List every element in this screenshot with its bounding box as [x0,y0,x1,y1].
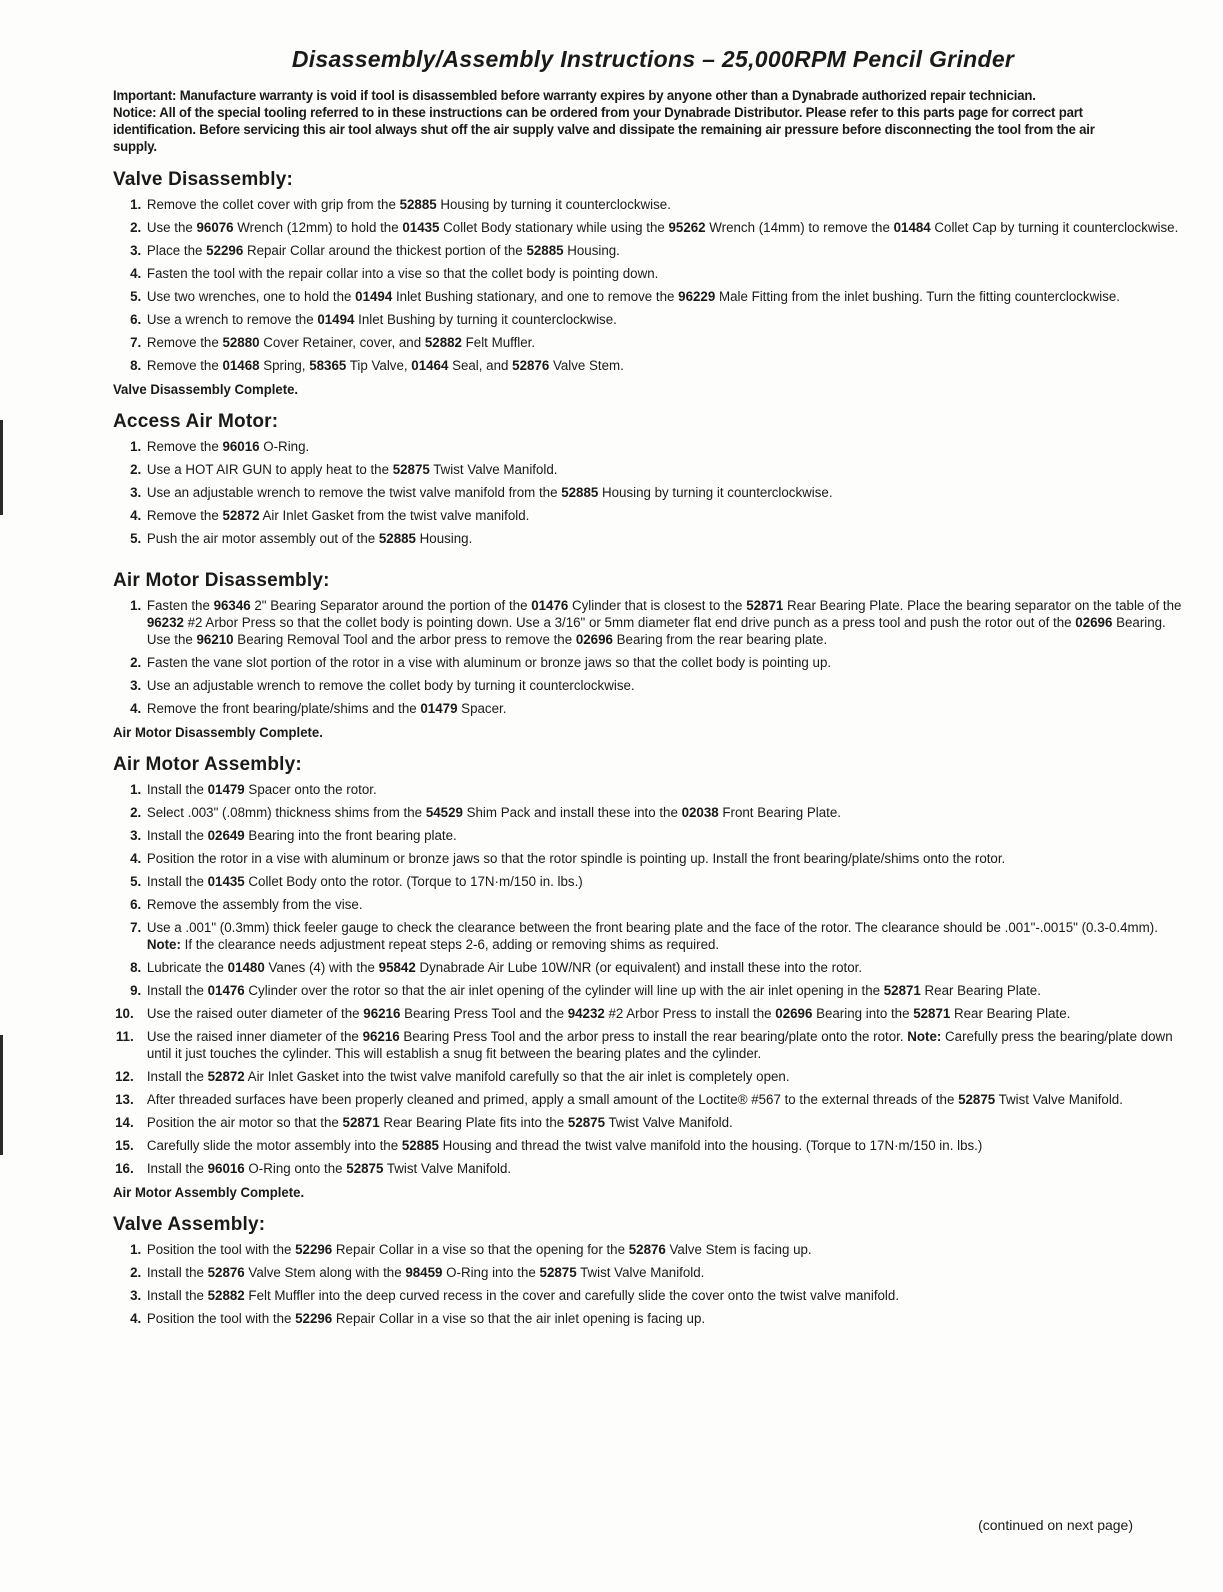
step-text: Install the 01476 Cylinder over the rotor so that the air inlet opening of the cylinder will line up with the air inlet opening in the 52871 Rear Bearing Plate. [146,983,1041,999]
step-text: Push the air motor assembly out of the 52885 Housing. [146,531,473,547]
step-list [113,782,1173,1178]
step-text: Install the 52882 Felt Muffler into the deep curved recess in the cover and carefully slide the cover onto the twist valve manifold. [146,1288,900,1304]
part-number: 52871 [342,1115,380,1131]
part-number: 52875 [567,1115,606,1131]
step-item [113,1006,1183,1023]
step-number: 3. [130,485,142,501]
part-number: 52296 [206,243,244,259]
part-number: 52871 [883,983,921,999]
step-item [113,1311,1183,1328]
part-number: 01476 [207,983,245,999]
step-number: 10. [115,1006,134,1022]
part-number: 01476 [531,598,569,614]
step-item [113,312,1183,329]
step-text: Use the raised inner diameter of the 96216 Bearing Press Tool and the arbor press to install the rear bearing/plate onto the rotor. Note: Carefully press the bearing/plate down until it just touches the cylinder. This will establish a snug fit between the bearing plates and the cylinder. [146,1029,1173,1062]
step-number: 1. [130,782,142,798]
step-number: 6. [130,312,142,328]
step-text: Remove the 01468 Spring, 58365 Tip Valve, 01464 Seal, and 52876 Valve Stem. [146,358,624,374]
step-item [113,439,1183,456]
part-number: 54529 [425,805,463,821]
part-number: 52885 [378,531,416,547]
part-number: 01435 [402,220,440,236]
part-number: 96346 [213,598,251,614]
step-text: Remove the 96016 O-Ring. [146,439,310,455]
step-item [113,335,1183,352]
step-number: 2. [130,462,142,478]
instruction-section [113,570,1182,740]
step-text: Remove the collet cover with grip from the 52885 Housing by turning it counterclockwise. [146,197,671,213]
step-number: 1. [130,439,142,455]
part-number: 96016 [222,439,260,455]
step-number: 9. [130,983,142,999]
step-item [113,358,1183,375]
step-text: Remove the 52880 Cover Retainer, cover, and 52882 Felt Muffler. [146,335,536,351]
part-number: 96216 [362,1029,400,1045]
step-number: 1. [130,197,142,213]
step-text: Use two wrenches, one to hold the 01494 Inlet Bushing stationary, and one to remove the 96229 Male Fitting from the inlet bushing. Turn the fitting counterclockwise. [146,289,1120,305]
step-number: 14. [115,1115,134,1131]
part-number: 52872 [222,508,260,524]
step-text: Use a .001" (0.3mm) thick feeler gauge to check the clearance between the front bearing plate and the face of the rotor. The clearance should be .001"-.0015" (0.3-0.4mm). Note: If the clearance needs adjustment repeat steps 2-6, adding or removing shims as required. [146,920,1158,953]
part-number: 52885 [561,485,599,501]
page-title: Disassembly/Assembly Instructions – 25,000RPM Pencil Grinder [291,46,1015,72]
step-number: 8. [130,358,142,374]
step-text: After threaded surfaces have been properly cleaned and primed, apply a small amount of the Loctite® #567 to the external threads of the 52875 Twist Valve Manifold. [146,1092,1123,1108]
part-number: 96016 [207,1161,245,1177]
step-item [113,983,1183,1000]
step-text: Install the 02649 Bearing into the front bearing plate. [146,828,457,844]
step-number: 13. [115,1092,134,1108]
step-text: Fasten the tool with the repair collar into a vise so that the collet body is pointing down. [146,266,659,282]
section-heading: Air Motor Assembly: [113,754,302,775]
part-number: 52875 [539,1265,577,1281]
step-number: 3. [130,243,142,259]
part-number: 52882 [207,1288,245,1304]
step-item [113,1161,1183,1178]
step-item [113,1265,1183,1282]
step-text: Place the 52296 Repair Collar around the thickest portion of the 52885 Housing. [146,243,620,259]
part-number: 52871 [746,598,784,614]
step-list [113,1242,1153,1328]
part-number: 95262 [668,220,706,236]
part-number: 96232 [146,615,184,631]
step-item [113,805,1183,822]
step-text: Install the 01479 Spacer onto the rotor. [146,782,377,798]
scan-edge-mark [0,1035,3,1155]
step-number: 2. [130,655,142,671]
step-item [113,485,1183,502]
step-number: 4. [130,701,142,717]
step-number: 4. [130,851,142,867]
step-text: Remove the 52872 Air Inlet Gasket from the twist valve manifold. [146,508,530,524]
part-number: Note: [907,1029,942,1045]
step-text: Position the rotor in a vise with aluminum or bronze jaws so that the rotor spindle is pointing up. Install the front bearing/plate/shims onto the rotor. [146,851,1006,867]
step-text: Install the 01435 Collet Body onto the rotor. (Torque to 17N·m/150 in. lbs.) [146,874,583,890]
step-number: 3. [130,678,142,694]
instruction-section [113,754,1173,1200]
part-number: 01494 [317,312,355,328]
step-item [113,874,1183,891]
step-number: 5. [130,531,142,547]
part-number: 52875 [346,1161,384,1177]
part-number: 52885 [401,1138,439,1154]
part-number: 52882 [424,335,462,351]
step-text: Position the tool with the 52296 Repair Collar in a vise so that the air inlet opening is facing up. [146,1311,706,1327]
step-number: 2. [130,1265,142,1281]
part-number: 52876 [512,358,550,374]
step-text: Use an adjustable wrench to remove the twist valve manifold from the 52885 Housing by turning it counterclockwise. [146,485,833,501]
instruction-section [113,1214,1153,1346]
step-list [113,598,1182,718]
part-number: 52875 [392,462,430,478]
part-number: 01494 [355,289,393,305]
step-item [113,1069,1183,1086]
part-number: 96216 [363,1006,401,1022]
part-number: 01484 [893,220,931,236]
part-number: 52880 [222,335,260,351]
part-number: 96076 [196,220,234,236]
step-item [113,1029,1183,1063]
step-text: Lubricate the 01480 Vanes (4) with the 95842 Dynabrade Air Lube 10W/NR (or equivalent) and install these into the rotor. [146,960,863,976]
part-number: 01435 [207,874,245,890]
step-text: Install the 52876 Valve Stem along with the 98459 O-Ring into the 52875 Twist Valve Manifold. [146,1265,705,1281]
step-number: 4. [130,1311,142,1327]
step-text: Use an adjustable wrench to remove the collet body by turning it counterclockwise. [146,678,635,694]
step-text: Install the 96016 O-Ring onto the 52875 Twist Valve Manifold. [146,1161,512,1177]
step-item [113,289,1183,306]
tooling-notice: Notice: All of the special tooling referred to in these instructions can be ordered from your Dynabrade Distributor. Please refer to this parts page for correct part identification. Before servicing this air tool always shut off the air supply valve and dissipate the remaining air pressure before disconnecting the tool from the air supply. [113,105,1095,154]
part-number: 52876 [628,1242,666,1258]
part-number: 01480 [227,960,265,976]
step-item [113,1115,1183,1132]
step-item [113,266,1183,283]
step-item [113,701,1183,718]
step-number: 3. [130,1288,142,1304]
step-text: Remove the assembly from the vise. [146,897,363,913]
step-number: 8. [130,960,142,976]
step-item [113,1092,1183,1109]
step-number: 1. [130,598,142,614]
part-number: 98459 [405,1265,443,1281]
continued-note: (continued on next page) [978,1517,1133,1533]
step-number: 3. [130,828,142,844]
step-item [113,678,1183,695]
intro-notice [113,87,1122,155]
step-number: 7. [130,335,142,351]
step-item [113,920,1183,954]
part-number: 01464 [411,358,449,374]
step-text: Carefully slide the motor assembly into the 52885 Housing and thread the twist valve manifold into the housing. (Torque to 17N·m/150 in. lbs.) [146,1138,983,1154]
step-item [113,1288,1183,1305]
part-number: 96229 [678,289,716,305]
step-item [113,243,1183,260]
part-number: 02696 [775,1006,813,1022]
step-text: Use a wrench to remove the 01494 Inlet Bushing by turning it counterclockwise. [146,312,617,328]
part-number: Note: [146,937,181,953]
step-text: Use the 96076 Wrench (12mm) to hold the 01435 Collet Body stationary while using the 95262 Wrench (14mm) to remove the 01484 Collet Cap by turning it counterclockwise. [146,220,1179,236]
section-heading: Valve Assembly: [113,1214,266,1235]
part-number: 52872 [207,1069,245,1085]
step-list [113,197,1179,375]
step-text: Use a HOT AIR GUN to apply heat to the 52875 Twist Valve Manifold. [146,462,558,478]
step-number: 5. [130,289,142,305]
step-number: 2. [130,220,142,236]
section-complete: Valve Disassembly Complete. [113,381,299,397]
part-number: 96210 [196,632,234,648]
warranty-notice: Important: Manufacture warranty is void if tool is disassembled before warranty expires by anyone other than a Dynabrade authorized repair technician. [113,88,1036,103]
step-number: 1. [130,1242,142,1258]
step-item [113,508,1183,525]
step-number: 11. [115,1029,134,1045]
step-text: Remove the front bearing/plate/shims and the 01479 Spacer. [146,701,507,717]
part-number: 52296 [295,1242,333,1258]
step-number: 5. [130,874,142,890]
step-text: Install the 52872 Air Inlet Gasket into the twist valve manifold carefully so that the air inlet is completely open. [146,1069,790,1085]
part-number: 52296 [295,1311,333,1327]
part-number: 94232 [567,1006,605,1022]
part-number: 52885 [399,197,437,213]
part-number: 02038 [681,805,719,821]
step-number: 16. [115,1161,134,1177]
step-item [113,598,1183,649]
step-text: Select .003" (.08mm) thickness shims from the 54529 Shim Pack and install these into the 02038 Front Bearing Plate. [146,805,842,821]
part-number: 01479 [207,782,245,798]
step-number: 12. [115,1069,134,1085]
step-number: 4. [130,508,142,524]
step-item [113,1138,1183,1155]
step-number: 6. [130,897,142,913]
step-text: Position the air motor so that the 52871 Rear Bearing Plate fits into the 52875 Twist Valve Manifold. [146,1115,733,1131]
part-number: 52885 [526,243,564,259]
step-item [113,782,1183,799]
step-item [113,960,1183,977]
step-number: 15. [115,1138,134,1154]
instruction-section [113,411,1153,566]
step-item [113,462,1183,479]
part-number: 02649 [207,828,245,844]
section-complete: Air Motor Assembly Complete. [113,1184,305,1200]
step-number: 7. [130,920,142,936]
step-text: Use the raised outer diameter of the 96216 Bearing Press Tool and the 94232 #2 Arbor Press to install the 02696 Bearing into the 52871 Rear Bearing Plate. [146,1006,1071,1022]
part-number: 52875 [958,1092,996,1108]
step-number: 4. [130,266,142,282]
document-page [113,46,1182,1350]
step-number: 2. [130,805,142,821]
part-number: 02696 [575,632,613,648]
step-item [113,828,1183,845]
step-text: Fasten the vane slot portion of the rotor in a vise with aluminum or bronze jaws so that the collet body is pointing up. [146,655,832,671]
step-list [113,439,1153,548]
step-item [113,655,1183,672]
instruction-section [113,169,1179,397]
part-number: 58365 [309,358,347,374]
section-heading: Valve Disassembly: [113,169,293,190]
scan-edge-mark [0,420,3,515]
step-item [113,851,1183,868]
step-text: Position the tool with the 52296 Repair Collar in a vise so that the opening for the 52876 Valve Stem is facing up. [146,1242,812,1258]
step-item [113,197,1183,214]
step-text: Fasten the 96346 2" Bearing Separator around the portion of the 01476 Cylinder that is closest to the 52871 Rear Bearing Plate. Place the bearing separator on the table of the 96232 #2 Arbor Press so that the collet body is pointing down. Use a 3/16" or 5mm diameter flat end drive punch as a press tool and push the rotor out of the 02696 Bearing. Use the 96210 Bearing Removal Tool and the arbor press to remove the 02696 Bearing from the rear bearing plate. [146,598,1182,648]
step-item [113,1242,1183,1259]
step-item [113,531,1183,548]
instruction-sections [113,169,1182,1346]
part-number: 02696 [1075,615,1113,631]
section-heading: Access Air Motor: [113,411,279,432]
step-item [113,220,1183,237]
part-number: 01479 [420,701,458,717]
section-complete: Air Motor Disassembly Complete. [113,724,323,740]
section-heading: Air Motor Disassembly: [113,570,330,591]
part-number: 52876 [207,1265,245,1281]
part-number: 52871 [913,1006,951,1022]
step-item [113,897,1183,914]
part-number: 95842 [378,960,416,976]
part-number: 01468 [222,358,260,374]
